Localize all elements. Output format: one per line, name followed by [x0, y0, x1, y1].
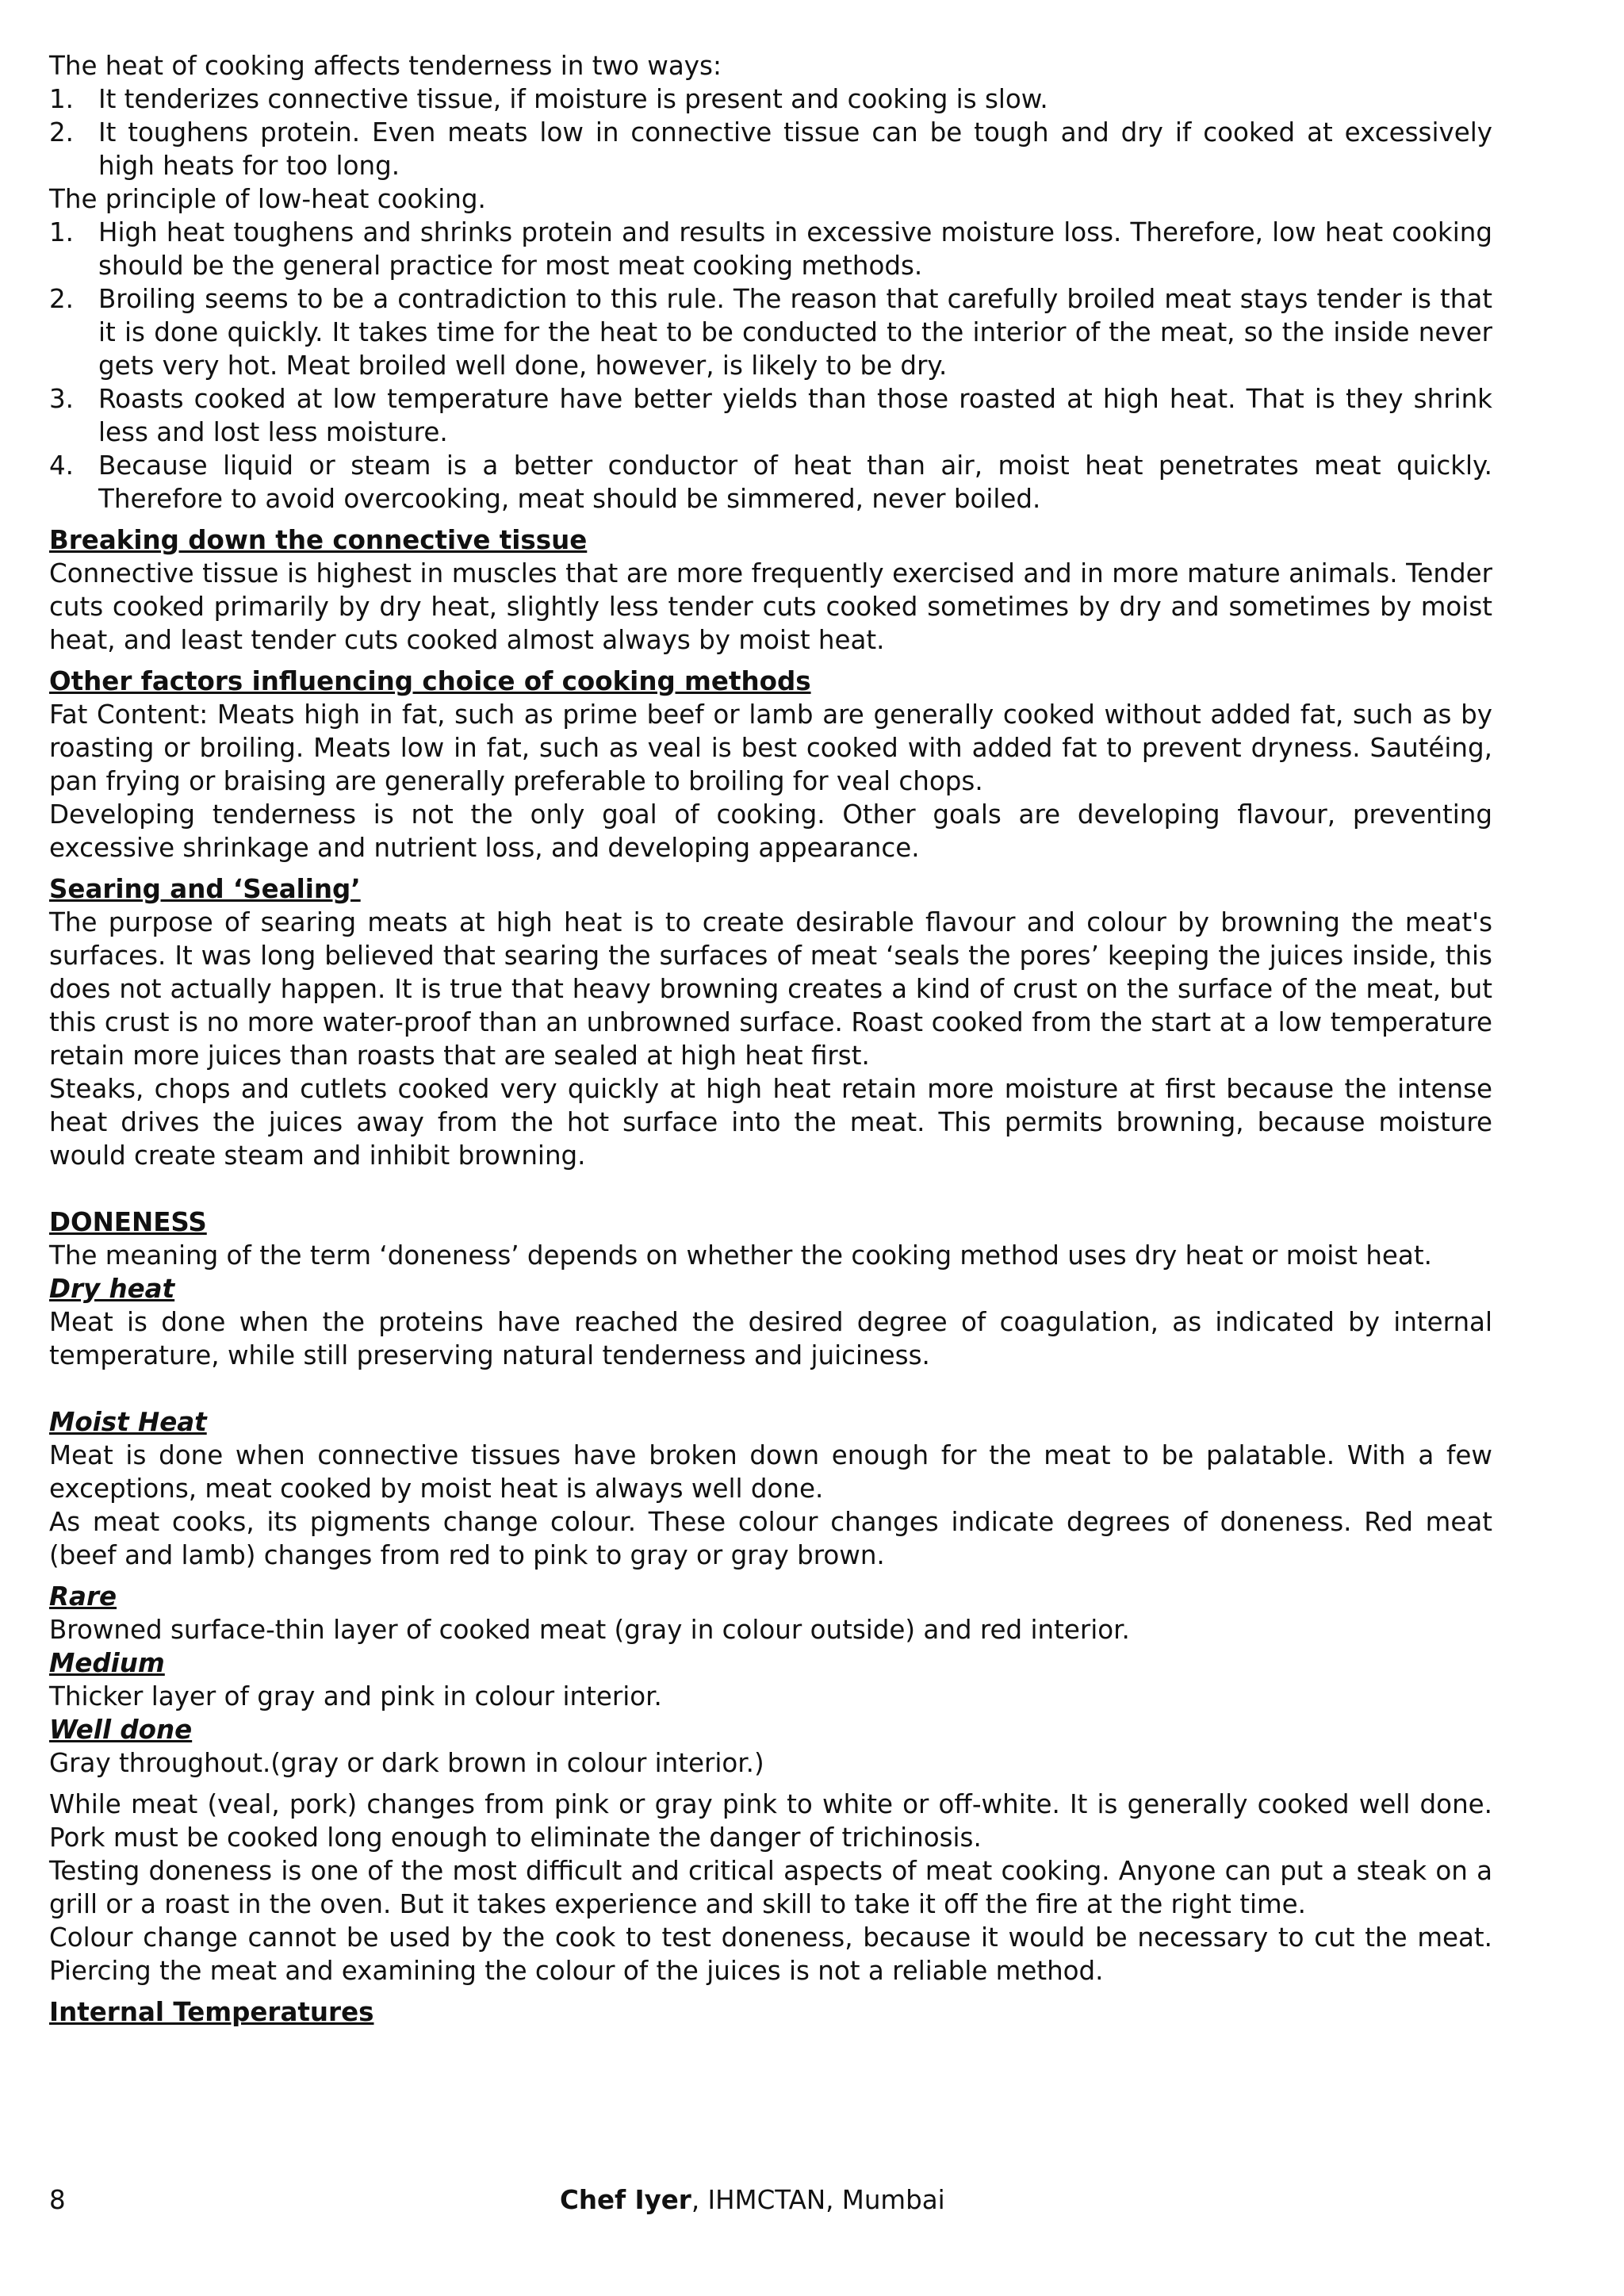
rare-heading: Rare [49, 1581, 117, 1612]
list-item [49, 216, 1492, 282]
pigment-paragraph: As meat cooks, its pigments change colour. These colour changes indicate degrees of doneness. Red meat (beef and lamb) changes from red to pink to gray or gray brown. [49, 1507, 1492, 1570]
fat-content-paragraph: Fat Content: Meats high in fat, such as prime beef or lamb are generally cooked without added fat, such as by roasting or broiling. Meats low in fat, such as veal is best cooked with added fat to prevent dryness. Sautéing, pan frying or braising are generally preferable to broiling for veal chops. [49, 700, 1492, 796]
list-text: Because liquid or steam is a better conductor of heat than air, moist heat penetrates meat quickly. Therefore to avoid overcooking, meat should be simmered, never boiled. [98, 450, 1492, 514]
list-item [49, 116, 1492, 182]
list-number: 1. [49, 217, 75, 247]
list-number: 3. [49, 384, 75, 414]
author-affiliation: , IHMCTAN, Mumbai [691, 2185, 945, 2215]
page-content [49, 49, 1492, 2029]
breaking-down-text: Connective tissue is highest in muscles that are more frequently exercised and in more mature animals. Tender cuts cooked primarily by dry heat, slightly less tender cuts cooked sometimes by dry and sometimes by moist heat, and least tender cuts cooked almost always by moist heat. [49, 558, 1492, 655]
list-text: High heat toughens and shrinks protein and results in excessive moisture loss. Therefore, low heat cooking should be the general practice for most meat cooking methods. [98, 217, 1492, 281]
tenderness-goals-paragraph: Developing tenderness is not the only goal of cooking. Other goals are developing flavour, preventing excessive shrinkage and nutrient loss, and developing appearance. [49, 799, 1492, 863]
list-item [49, 82, 1492, 116]
list-item [49, 449, 1492, 516]
list-item [49, 282, 1492, 382]
dry-heat-text: Meat is done when the proteins have reached the desired degree of coagulation, as indicated by internal temperature, while still preserving natural tenderness and juiciness. [49, 1307, 1492, 1370]
well-done-heading: Well done [49, 1715, 193, 1745]
other-factors-heading: Other factors influencing choice of cooking methods [49, 666, 811, 696]
searing-heading: Searing and ‘Sealing’ [49, 874, 361, 904]
moist-heat-text: Meat is done when connective tissues have broken down enough for the meat to be palatable. With a few exceptions, meat cooked by moist heat is always well done. [49, 1440, 1492, 1504]
steaks-paragraph: Steaks, chops and cutlets cooked very quickly at high heat retain more moisture at first because the intense heat drives the juices away from the hot surface into the meat. This permits browning, because moisture would create steam and inhibit browning. [49, 1074, 1492, 1171]
dry-heat-heading: Dry heat [49, 1274, 175, 1304]
medium-heading: Medium [49, 1648, 165, 1678]
doneness-heading: DONENESS [49, 1207, 207, 1237]
doneness-intro: The meaning of the term ‘doneness’ depends on whether the cooking method uses dry heat or moist heat. [49, 1240, 1432, 1271]
author-name: Chef Iyer [560, 2185, 691, 2215]
breaking-down-heading: Breaking down the connective tissue [49, 525, 588, 555]
low-heat-heading: The principle of low-heat cooking. [49, 184, 486, 214]
intro-list [49, 82, 1492, 182]
well-done-text: Gray throughout.(gray or dark brown in colour interior.) [49, 1748, 764, 1778]
searing-paragraph: The purpose of searing meats at high heat is to create desirable flavour and colour by browning the meat's surfaces. It was long believed that searing the surfaces of meat ‘seals the pores’ keeping the juices inside, this does not actually happen. It is true that heavy browning creates a kind of crust on the surface of the meat, but this crust is no more water-proof than an unbrowned surface. Roast cooked from the start at a low temperature retain more juices than roasts that are sealed at high heat first. [49, 907, 1492, 1071]
list-text: Broiling seems to be a contradiction to this rule. The reason that carefully broiled meat stays tender is that it is done quickly. It takes time for the heat to be conducted to the interior of the meat, so the inside never gets very hot. Meat broiled well done, however, is likely to be dry. [98, 284, 1492, 381]
footer-credit [560, 2183, 945, 2217]
internal-temperatures-heading: Internal Temperatures [49, 1997, 374, 2027]
list-number: 2. [49, 284, 75, 314]
white-meat-paragraph: While meat (veal, pork) changes from pink or gray pink to white or off-white. It is generally cooked well done. Pork must be cooked long enough to eliminate the danger of trichinosis. [49, 1789, 1492, 1853]
rare-text: Browned surface-thin layer of cooked meat (gray in colour outside) and red interior. [49, 1615, 1130, 1645]
list-number: 4. [49, 450, 75, 481]
intro-heading: The heat of cooking affects tenderness in two ways: [49, 51, 722, 81]
list-number: 1. [49, 84, 75, 114]
low-heat-list [49, 216, 1492, 516]
page-number: 8 [49, 2185, 66, 2215]
testing-doneness-paragraph: Testing doneness is one of the most difficult and critical aspects of meat cooking. Anyone can put a steak on a grill or a roast in the oven. But it takes experience and skill to take it off the fire at the right time. [49, 1856, 1492, 1919]
list-number: 2. [49, 117, 75, 148]
moist-heat-heading: Moist Heat [49, 1407, 207, 1437]
list-text: It toughens protein. Even meats low in connective tissue can be tough and dry if cooked at excessively high heats for too long. [98, 117, 1492, 181]
list-item [49, 382, 1492, 449]
medium-text: Thicker layer of gray and pink in colour interior. [49, 1681, 662, 1711]
list-text: Roasts cooked at low temperature have better yields than those roasted at high heat. That is they shrink less and lost less moisture. [98, 384, 1492, 447]
colour-change-paragraph: Colour change cannot be used by the cook to test doneness, because it would be necessary to cut the meat. Piercing the meat and examining the colour of the juices is not a reliable method. [49, 1922, 1492, 1986]
list-text: It tenderizes connective tissue, if moisture is present and cooking is slow. [98, 84, 1048, 114]
